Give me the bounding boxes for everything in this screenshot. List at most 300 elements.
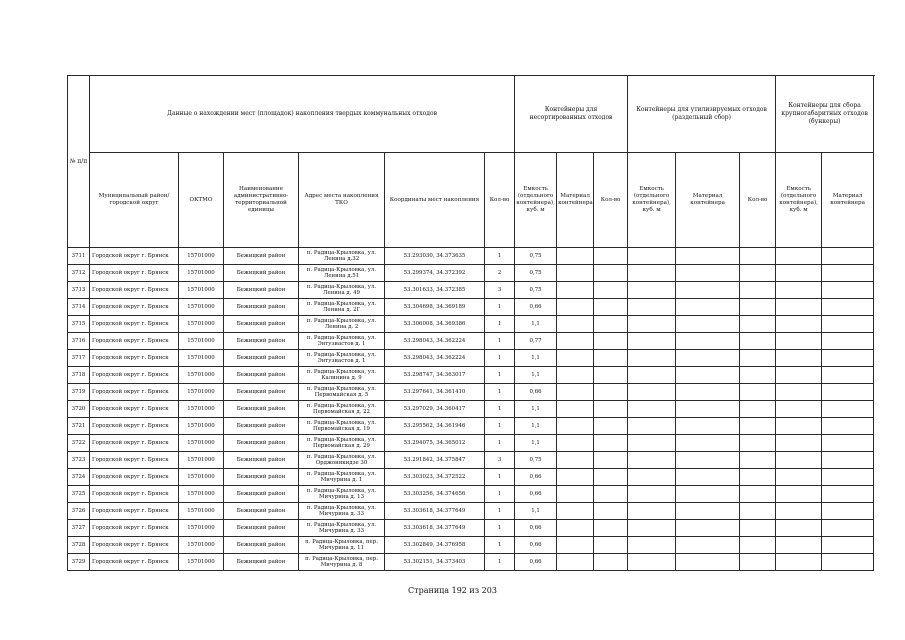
cell-capacity: 0,75 bbox=[515, 248, 557, 265]
cell-capacity3 bbox=[776, 316, 822, 333]
cell-number: 3726 bbox=[68, 503, 90, 520]
cell-qty: 1 bbox=[485, 435, 515, 452]
cell-coords: 53.298747, 34.363017 bbox=[385, 367, 485, 384]
cell-district: Бежицкий район bbox=[224, 537, 299, 554]
cell-coords: 53.303256, 34.374656 bbox=[385, 486, 485, 503]
cell-material bbox=[557, 316, 594, 333]
cell-material bbox=[557, 265, 594, 282]
cell-number: 3718 bbox=[68, 367, 90, 384]
cell-material3 bbox=[822, 503, 874, 520]
cell-capacity2 bbox=[628, 418, 676, 435]
cell-municipal: Городской округ г. Брянск bbox=[90, 265, 179, 282]
cell-capacity2 bbox=[628, 503, 676, 520]
cell-qty2 bbox=[594, 503, 628, 520]
cell-district: Бежицкий район bbox=[224, 503, 299, 520]
cell-oktmo: 15701000 bbox=[179, 384, 224, 401]
cell-municipal: Городской округ г. Брянск bbox=[90, 299, 179, 316]
cell-material3 bbox=[822, 418, 874, 435]
cell-qty2 bbox=[594, 537, 628, 554]
table-row bbox=[68, 418, 874, 435]
cell-district: Бежицкий район bbox=[224, 418, 299, 435]
cell-capacity: 1,1 bbox=[515, 316, 557, 333]
cell-qty3 bbox=[740, 486, 776, 503]
cell-capacity2 bbox=[628, 469, 676, 486]
cell-qty2 bbox=[594, 452, 628, 469]
cell-district: Бежицкий район bbox=[224, 469, 299, 486]
cell-address: п. Радица-Крыловка, ул. Ленина д. 2Г bbox=[299, 299, 385, 316]
cell-material bbox=[557, 367, 594, 384]
cell-address: п. Радица-Крыловка, пер. Мичурина д. 11 bbox=[299, 537, 385, 554]
cell-coords: 53.291842, 34.375847 bbox=[385, 452, 485, 469]
cell-coords: 53.304698, 34.369189 bbox=[385, 299, 485, 316]
cell-address: п. Радица-Крыловка, ул. Мичурина д. 33 bbox=[299, 503, 385, 520]
cell-capacity3 bbox=[776, 554, 822, 571]
cell-municipal: Городской округ г. Брянск bbox=[90, 367, 179, 384]
cell-oktmo: 15701000 bbox=[179, 401, 224, 418]
cell-capacity: 0,66 bbox=[515, 520, 557, 537]
cell-qty3 bbox=[740, 299, 776, 316]
cell-material bbox=[557, 520, 594, 537]
cell-capacity3 bbox=[776, 435, 822, 452]
cell-municipal: Городской округ г. Брянск bbox=[90, 248, 179, 265]
cell-coords: 53.298043, 34.362224 bbox=[385, 333, 485, 350]
cell-coords: 53.298043, 34.362224 bbox=[385, 350, 485, 367]
cell-address: п. Радица-Крыловка, ул. Ленина д. 49 bbox=[299, 282, 385, 299]
cell-capacity2 bbox=[628, 486, 676, 503]
table-row bbox=[68, 520, 874, 537]
cell-capacity3 bbox=[776, 503, 822, 520]
cell-material bbox=[557, 435, 594, 452]
cell-qty3 bbox=[740, 316, 776, 333]
cell-oktmo: 15701000 bbox=[179, 350, 224, 367]
cell-number: 3715 bbox=[68, 316, 90, 333]
cell-qty: 3 bbox=[485, 282, 515, 299]
cell-number: 3714 bbox=[68, 299, 90, 316]
cell-capacity2 bbox=[628, 452, 676, 469]
col-admin-unit-header: Наименование административно-территориальной единицы bbox=[224, 153, 299, 248]
col-number-header: № п/п bbox=[68, 76, 90, 248]
col-oktmo-header: ОКТМО bbox=[179, 153, 224, 248]
cell-capacity3 bbox=[776, 333, 822, 350]
col-address-header: Адрес места накопления ТКО bbox=[299, 153, 385, 248]
cell-material3 bbox=[822, 435, 874, 452]
cell-capacity: 1,1 bbox=[515, 367, 557, 384]
cell-qty2 bbox=[594, 282, 628, 299]
cell-qty2 bbox=[594, 299, 628, 316]
cell-address: п. Радица-Крыловка, ул. Ленина д.32 bbox=[299, 248, 385, 265]
cell-municipal: Городской округ г. Брянск bbox=[90, 537, 179, 554]
cell-qty2 bbox=[594, 469, 628, 486]
cell-district: Бежицкий район bbox=[224, 384, 299, 401]
cell-qty2 bbox=[594, 401, 628, 418]
table-row bbox=[68, 316, 874, 333]
cell-oktmo: 15701000 bbox=[179, 554, 224, 571]
cell-oktmo: 15701000 bbox=[179, 367, 224, 384]
col-qty-header: Кол-во bbox=[485, 153, 515, 248]
cell-oktmo: 15701000 bbox=[179, 316, 224, 333]
cell-municipal: Городской округ г. Брянск bbox=[90, 554, 179, 571]
cell-qty: 1 bbox=[485, 520, 515, 537]
cell-capacity2 bbox=[628, 333, 676, 350]
cell-material bbox=[557, 350, 594, 367]
cell-capacity2 bbox=[628, 316, 676, 333]
cell-material2 bbox=[676, 384, 740, 401]
cell-address: п. Радица-Крыловка, ул. Энтузиастов д. 1 bbox=[299, 350, 385, 367]
cell-capacity2 bbox=[628, 248, 676, 265]
cell-address: п. Радица-Крыловка, ул. Энтузиастов д. 1 bbox=[299, 333, 385, 350]
cell-coords: 53.303023, 34.372522 bbox=[385, 469, 485, 486]
cell-capacity3 bbox=[776, 265, 822, 282]
cell-qty: 1 bbox=[485, 503, 515, 520]
cell-capacity2 bbox=[628, 401, 676, 418]
cell-district: Бежицкий район bbox=[224, 367, 299, 384]
cell-material2 bbox=[676, 435, 740, 452]
cell-material2 bbox=[676, 333, 740, 350]
cell-municipal: Городской округ г. Брянск bbox=[90, 418, 179, 435]
cell-material3 bbox=[822, 537, 874, 554]
cell-coords: 53.293030, 34.373635 bbox=[385, 248, 485, 265]
cell-material bbox=[557, 554, 594, 571]
table-row bbox=[68, 248, 874, 265]
cell-qty3 bbox=[740, 367, 776, 384]
cell-material bbox=[557, 248, 594, 265]
cell-oktmo: 15701000 bbox=[179, 282, 224, 299]
cell-municipal: Городской округ г. Брянск bbox=[90, 401, 179, 418]
cell-coords: 53.297641, 34.361410 bbox=[385, 384, 485, 401]
cell-material2 bbox=[676, 418, 740, 435]
cell-oktmo: 15701000 bbox=[179, 469, 224, 486]
cell-coords: 53.303618, 34.377649 bbox=[385, 503, 485, 520]
cell-municipal: Городской округ г. Брянск bbox=[90, 333, 179, 350]
cell-address: п. Радица-Крыловка, ул. Калинина д. 9 bbox=[299, 367, 385, 384]
cell-municipal: Городской округ г. Брянск bbox=[90, 520, 179, 537]
col-coords-header: Координаты мест накопления bbox=[385, 153, 485, 248]
cell-capacity2 bbox=[628, 554, 676, 571]
cell-qty3 bbox=[740, 452, 776, 469]
cell-qty3 bbox=[740, 503, 776, 520]
cell-district: Бежицкий район bbox=[224, 350, 299, 367]
cell-material bbox=[557, 537, 594, 554]
cell-qty3 bbox=[740, 469, 776, 486]
cell-capacity2 bbox=[628, 282, 676, 299]
cell-qty: 1 bbox=[485, 299, 515, 316]
cell-municipal: Городской округ г. Брянск bbox=[90, 469, 179, 486]
cell-address: п. Радица-Крыловка, ул. Орджоникидзе 30 bbox=[299, 452, 385, 469]
table-row bbox=[68, 299, 874, 316]
cell-municipal: Городской округ г. Брянск bbox=[90, 282, 179, 299]
cell-qty3 bbox=[740, 435, 776, 452]
cell-qty: 1 bbox=[485, 316, 515, 333]
cell-qty2 bbox=[594, 520, 628, 537]
cell-capacity3 bbox=[776, 469, 822, 486]
cell-qty3 bbox=[740, 384, 776, 401]
cell-capacity: 0,66 bbox=[515, 384, 557, 401]
page-number: Страница 192 из 203 bbox=[408, 586, 497, 595]
cell-material3 bbox=[822, 384, 874, 401]
cell-material3 bbox=[822, 282, 874, 299]
cell-oktmo: 15701000 bbox=[179, 333, 224, 350]
cell-district: Бежицкий район bbox=[224, 520, 299, 537]
cell-qty2 bbox=[594, 248, 628, 265]
cell-capacity3 bbox=[776, 452, 822, 469]
cell-material bbox=[557, 452, 594, 469]
cell-qty3 bbox=[740, 401, 776, 418]
cell-qty: 2 bbox=[485, 265, 515, 282]
cell-municipal: Городской округ г. Брянск bbox=[90, 486, 179, 503]
cell-capacity2 bbox=[628, 520, 676, 537]
cell-district: Бежицкий район bbox=[224, 435, 299, 452]
cell-qty2 bbox=[594, 418, 628, 435]
col-qty3-header: Кол-во bbox=[740, 153, 776, 248]
cell-municipal: Городской округ г. Брянск bbox=[90, 350, 179, 367]
cell-capacity3 bbox=[776, 520, 822, 537]
cell-qty: 1 bbox=[485, 537, 515, 554]
table-row bbox=[68, 469, 874, 486]
cell-address: п. Радица-Крыловка, ул. Ленина д. 2 bbox=[299, 316, 385, 333]
col-capacity3-header: Емкость (отдельного контейнера), куб. м bbox=[776, 153, 822, 248]
cell-material2 bbox=[676, 486, 740, 503]
cell-material2 bbox=[676, 282, 740, 299]
cell-capacity2 bbox=[628, 367, 676, 384]
cell-address: п. Радица-Крыловка, ул. Мичурина д. 33 bbox=[299, 520, 385, 537]
cell-capacity3 bbox=[776, 248, 822, 265]
cell-district: Бежицкий район bbox=[224, 401, 299, 418]
cell-number: 3728 bbox=[68, 537, 90, 554]
cell-capacity3 bbox=[776, 537, 822, 554]
cell-qty3 bbox=[740, 282, 776, 299]
cell-capacity: 0,66 bbox=[515, 299, 557, 316]
cell-material3 bbox=[822, 350, 874, 367]
cell-oktmo: 15701000 bbox=[179, 486, 224, 503]
table-row bbox=[68, 401, 874, 418]
cell-qty3 bbox=[740, 537, 776, 554]
table-header bbox=[68, 76, 874, 248]
cell-capacity: 1,1 bbox=[515, 435, 557, 452]
cell-address: п. Радица-Крыловка, ул. Мичурина д. 13 bbox=[299, 486, 385, 503]
cell-material2 bbox=[676, 299, 740, 316]
cell-capacity: 0,75 bbox=[515, 282, 557, 299]
cell-material2 bbox=[676, 554, 740, 571]
cell-capacity: 0,75 bbox=[515, 452, 557, 469]
cell-material2 bbox=[676, 248, 740, 265]
cell-oktmo: 15701000 bbox=[179, 248, 224, 265]
cell-material3 bbox=[822, 486, 874, 503]
cell-district: Бежицкий район bbox=[224, 333, 299, 350]
cell-capacity3 bbox=[776, 486, 822, 503]
cell-capacity: 0,77 bbox=[515, 333, 557, 350]
cell-capacity2 bbox=[628, 350, 676, 367]
cell-material2 bbox=[676, 401, 740, 418]
cell-material2 bbox=[676, 452, 740, 469]
cell-qty2 bbox=[594, 333, 628, 350]
cell-number: 3712 bbox=[68, 265, 90, 282]
cell-qty: 1 bbox=[485, 384, 515, 401]
table-row bbox=[68, 486, 874, 503]
cell-qty2 bbox=[594, 265, 628, 282]
cell-capacity: 0,66 bbox=[515, 554, 557, 571]
col-capacity-header: Емкость (отдельного контейнера), куб. м bbox=[515, 153, 557, 248]
cell-district: Бежицкий район bbox=[224, 248, 299, 265]
cell-oktmo: 15701000 bbox=[179, 537, 224, 554]
cell-material2 bbox=[676, 367, 740, 384]
cell-capacity3 bbox=[776, 418, 822, 435]
cell-number: 3725 bbox=[68, 486, 90, 503]
cell-coords: 53.306008, 34.369386 bbox=[385, 316, 485, 333]
cell-material bbox=[557, 503, 594, 520]
cell-material3 bbox=[822, 265, 874, 282]
cell-qty3 bbox=[740, 520, 776, 537]
cell-district: Бежицкий район bbox=[224, 299, 299, 316]
cell-capacity: 1,1 bbox=[515, 401, 557, 418]
cell-qty3 bbox=[740, 248, 776, 265]
cell-qty: 1 bbox=[485, 333, 515, 350]
cell-material3 bbox=[822, 401, 874, 418]
table-row bbox=[68, 537, 874, 554]
cell-qty: 1 bbox=[485, 469, 515, 486]
cell-address: п. Радица-Крыловка, ул. Первомайская д. 22 bbox=[299, 401, 385, 418]
cell-capacity: 0,66 bbox=[515, 469, 557, 486]
cell-qty: 1 bbox=[485, 486, 515, 503]
col-qty2-header: Кол-во bbox=[594, 153, 628, 248]
cell-oktmo: 15701000 bbox=[179, 503, 224, 520]
cell-qty3 bbox=[740, 333, 776, 350]
cell-material bbox=[557, 401, 594, 418]
location-group-header: Данные о нахождении мест (площадок) накопления твердых коммунальных отходов bbox=[90, 76, 515, 153]
cell-material3 bbox=[822, 299, 874, 316]
table-row bbox=[68, 503, 874, 520]
registry-table bbox=[67, 75, 874, 571]
cell-qty3 bbox=[740, 350, 776, 367]
cell-material bbox=[557, 418, 594, 435]
cell-material bbox=[557, 299, 594, 316]
table-row bbox=[68, 384, 874, 401]
cell-qty: 1 bbox=[485, 248, 515, 265]
col-material3-header: Материал контейнера bbox=[822, 153, 874, 248]
cell-material3 bbox=[822, 316, 874, 333]
cell-oktmo: 15701000 bbox=[179, 299, 224, 316]
cell-capacity: 1,1 bbox=[515, 503, 557, 520]
cell-capacity3 bbox=[776, 282, 822, 299]
cell-capacity: 0,66 bbox=[515, 537, 557, 554]
cell-material2 bbox=[676, 520, 740, 537]
cell-number: 3722 bbox=[68, 435, 90, 452]
table-row bbox=[68, 435, 874, 452]
table-row bbox=[68, 333, 874, 350]
cell-material2 bbox=[676, 350, 740, 367]
table-row bbox=[68, 452, 874, 469]
cell-address: п. Радица-Крыловка, ул. Первомайская д. 5 bbox=[299, 384, 385, 401]
col-municipal-header: Муниципальный район/городской округ bbox=[90, 153, 179, 248]
cell-qty: 1 bbox=[485, 554, 515, 571]
cell-qty2 bbox=[594, 316, 628, 333]
cell-coords: 53.297029, 34.360417 bbox=[385, 401, 485, 418]
cell-capacity3 bbox=[776, 350, 822, 367]
cell-qty: 1 bbox=[485, 401, 515, 418]
cell-coords: 53.299374, 34.372392 bbox=[385, 265, 485, 282]
cell-oktmo: 15701000 bbox=[179, 265, 224, 282]
cell-address: п. Радица-Крыловка, ул. Первомайская д. 19 bbox=[299, 418, 385, 435]
cell-oktmo: 15701000 bbox=[179, 418, 224, 435]
cell-capacity: 1,1 bbox=[515, 350, 557, 367]
table-row bbox=[68, 367, 874, 384]
col-material2-header: Материал контейнера bbox=[676, 153, 740, 248]
cell-district: Бежицкий район bbox=[224, 554, 299, 571]
cell-material bbox=[557, 333, 594, 350]
table-row bbox=[68, 554, 874, 571]
cell-material bbox=[557, 384, 594, 401]
cell-qty2 bbox=[594, 435, 628, 452]
cell-material bbox=[557, 486, 594, 503]
cell-qty2 bbox=[594, 384, 628, 401]
cell-material3 bbox=[822, 554, 874, 571]
cell-material3 bbox=[822, 367, 874, 384]
cell-municipal: Городской округ г. Брянск bbox=[90, 503, 179, 520]
cell-oktmo: 15701000 bbox=[179, 520, 224, 537]
cell-oktmo: 15701000 bbox=[179, 435, 224, 452]
cell-municipal: Городской округ г. Брянск bbox=[90, 452, 179, 469]
cell-district: Бежицкий район bbox=[224, 265, 299, 282]
cell-address: п. Радица-Крыловка, ул. Первомайская д. 29 bbox=[299, 435, 385, 452]
cell-capacity2 bbox=[628, 265, 676, 282]
cell-number: 3727 bbox=[68, 520, 90, 537]
cell-material2 bbox=[676, 503, 740, 520]
cell-qty2 bbox=[594, 554, 628, 571]
cell-qty2 bbox=[594, 486, 628, 503]
cell-number: 3713 bbox=[68, 282, 90, 299]
cell-qty: 1 bbox=[485, 418, 515, 435]
cell-district: Бежицкий район bbox=[224, 486, 299, 503]
cell-capacity2 bbox=[628, 299, 676, 316]
cell-district: Бежицкий район bbox=[224, 282, 299, 299]
cell-coords: 53.301633, 34.372385 bbox=[385, 282, 485, 299]
cell-qty3 bbox=[740, 554, 776, 571]
cell-capacity3 bbox=[776, 367, 822, 384]
cell-qty2 bbox=[594, 350, 628, 367]
cell-qty: 1 bbox=[485, 350, 515, 367]
table-row bbox=[68, 265, 874, 282]
cell-coords: 53.302849, 34.376958 bbox=[385, 537, 485, 554]
cell-material3 bbox=[822, 520, 874, 537]
cell-district: Бежицкий район bbox=[224, 452, 299, 469]
cell-capacity2 bbox=[628, 537, 676, 554]
bulky-group-header: Контейнеры для сбора крупногабаритных отходов (бункеры) bbox=[776, 76, 874, 153]
cell-address: п. Радица-Крыловка, пер. Мичурина д. 8 bbox=[299, 554, 385, 571]
col-material-header: Материал контейнера bbox=[557, 153, 594, 248]
cell-material bbox=[557, 282, 594, 299]
cell-capacity: 0,75 bbox=[515, 265, 557, 282]
cell-material2 bbox=[676, 469, 740, 486]
cell-capacity: 0,66 bbox=[515, 486, 557, 503]
cell-capacity3 bbox=[776, 401, 822, 418]
cell-material3 bbox=[822, 452, 874, 469]
cell-number: 3719 bbox=[68, 384, 90, 401]
cell-material3 bbox=[822, 469, 874, 486]
cell-qty2 bbox=[594, 367, 628, 384]
cell-number: 3721 bbox=[68, 418, 90, 435]
cell-capacity3 bbox=[776, 384, 822, 401]
cell-material2 bbox=[676, 316, 740, 333]
cell-material2 bbox=[676, 265, 740, 282]
table-row bbox=[68, 350, 874, 367]
cell-number: 3717 bbox=[68, 350, 90, 367]
cell-number: 3716 bbox=[68, 333, 90, 350]
cell-number: 3711 bbox=[68, 248, 90, 265]
cell-qty: 1 bbox=[485, 367, 515, 384]
cell-capacity2 bbox=[628, 384, 676, 401]
cell-municipal: Городской округ г. Брянск bbox=[90, 316, 179, 333]
cell-material bbox=[557, 469, 594, 486]
cell-coords: 53.302151, 34.373403 bbox=[385, 554, 485, 571]
